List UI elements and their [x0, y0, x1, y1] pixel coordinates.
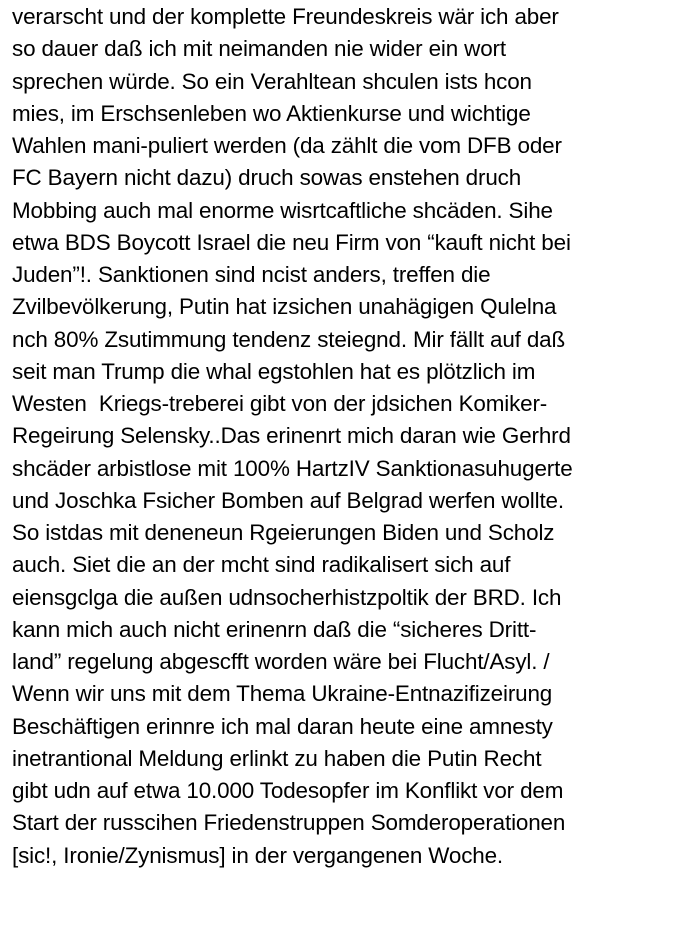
text-line-17: So istdas mit deneneun Rgeierungen Biden und Scholz: [12, 520, 555, 545]
text-line-24: inetrantional Meldung erlinkt zu haben die Putin Recht: [12, 745, 542, 771]
text-line-15: shcäder arbistlose mit 100% HartzIV Sanktionasuhugerte: [12, 455, 573, 481]
text-line-14: Regeirung Selensky..Das erinenrt mich daran wie Gerhrd: [12, 423, 571, 449]
text-line-3: sprechen würde. So ein Verahltean shculen ists hcon: [12, 68, 532, 94]
text-line-2: so dauer daß ich mit neimanden nie wider ein wort: [12, 36, 506, 62]
text-line-13: Westen Kriegs-treberei gibt von der jdsichen Komiker-: [12, 391, 548, 416]
text-line-9: Juden”!. Sanktionen sind ncist anders, treffen die: [12, 262, 491, 287]
text-line-22: Wenn wir uns mit dem Thema Ukraine-Entnazifizeirung: [12, 681, 553, 707]
text-line-6: FC Bayern nicht dazu) druch sowas enstehen druch: [12, 165, 522, 191]
text-line-4: mies, im Erschsenleben wo Aktienkurse und wichtige: [12, 100, 531, 126]
text-line-12: seit man Trump die whal egstohlen hat es plötzlich im: [12, 358, 536, 384]
text-line-7: Mobbing auch mal enorme wisrtcaftliche shcäden. Sihe: [12, 197, 553, 223]
text-line-19: eiensgclga die außen udnsocherhistzpoltik der BRD. Ich: [12, 584, 562, 610]
text-line-18: auch. Siet die an der mcht sind radikalisert sich auf: [12, 552, 511, 578]
text-line-16: und Joschka Fsicher Bomben auf Belgrad werfen wollte.: [12, 487, 564, 513]
text-line-8: etwa BDS Boycott Israel die neu Firm von “kauft nicht bei: [12, 229, 571, 255]
text-line-25: gibt udn auf etwa 10.000 Todesopfer im Konflikt vor dem: [12, 778, 564, 803]
text-line-27: [sic!, Ironie/Zynismus] in der vergangenen Woche.: [12, 842, 504, 868]
body-text: [12, 1, 684, 872]
text-line-20: kann mich auch nicht erinenrn daß die “sicheres Dritt-: [12, 616, 537, 642]
text-line-11: nch 80% Zsutimmung tendenz steiegnd. Mir fällt auf daß: [12, 326, 566, 352]
text-line-23: Beschäftigen erinnre ich mal daran heute eine amnesty: [12, 713, 553, 739]
text-line-5: Wahlen mani-puliert werden (da zählt die vom DFB oder: [12, 133, 562, 158]
text-line-1: verarscht und der komplette Freundeskreis wär ich aber: [12, 4, 559, 29]
text-line-10: Zvilbevölkerung, Putin hat izsichen unahägigen Qulelna: [12, 294, 557, 320]
text-line-26: Start der russcihen Friedenstruppen Somderoperationen: [12, 810, 566, 836]
text-line-21: land” regelung abgescfft worden wäre bei Flucht/Asyl. /: [12, 649, 550, 674]
